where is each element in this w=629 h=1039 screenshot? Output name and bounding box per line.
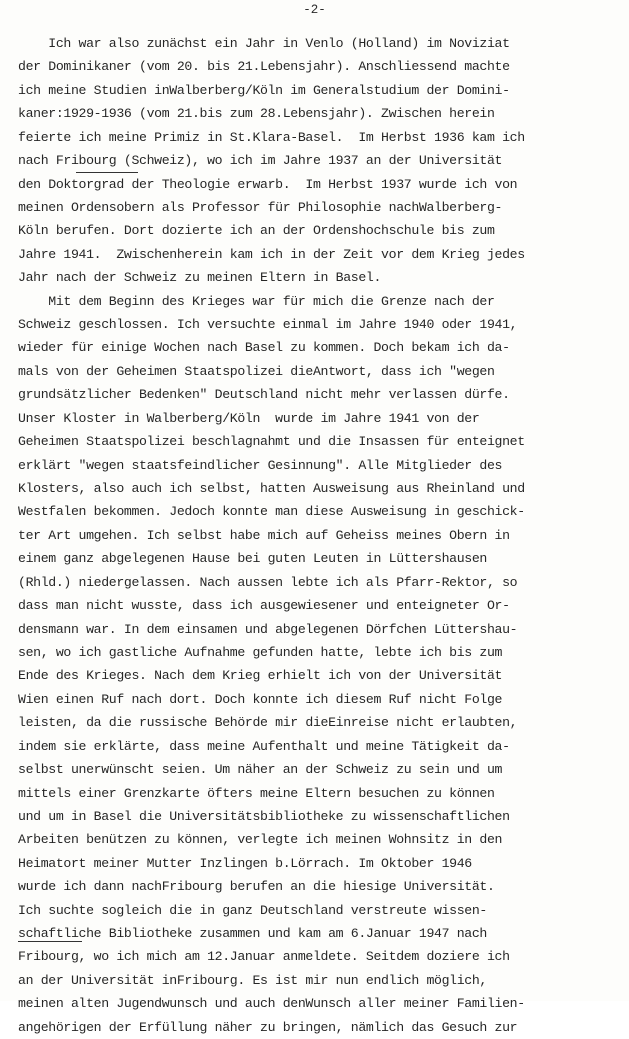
text-line: ich meine Studien inWalberberg/Köln im Generalstudium der Domini- — [18, 82, 510, 98]
text-line: den Doktorgrad der Theologie erwarb. Im Herbst 1937 wurde ich von — [18, 176, 518, 192]
text-line: Klosters, also auch ich selbst, hatten Ausweisung aus Rheinland und — [18, 481, 525, 497]
text-line: Schweiz geschlossen. Ich versuchte einmal im Jahre 1940 oder 1941, — [18, 317, 518, 333]
text-line: Wien einen Ruf nach dort. Doch konnte ich diesem Ruf nicht Folge — [18, 691, 503, 707]
text-line: Geheimen Staatspolizei beschlagnahmt und die Insassen für enteignet — [18, 434, 525, 450]
body-text — [18, 32, 618, 1039]
text-line: der Dominikaner (vom 20. bis 21.Lebensjahr). Anschliessend machte — [18, 59, 510, 75]
text-line: angehörigen der Erfüllung näher zu bringen, nämlich das Gesuch zur — [18, 1019, 518, 1035]
text-line: Ich war also zunächst ein Jahr in Venlo (Holland) im Noviziat — [18, 36, 510, 51]
text-line: mals von der Geheimen Staatspolizei dieAntwort, dass ich "wegen — [18, 363, 495, 379]
text-line: densmann war. In dem einsamen und abgelegenen Dörfchen Lüttershau- — [18, 621, 518, 637]
text-line: einem ganz abgelegenen Hause bei guten Leuten in Lüttershausen — [18, 551, 487, 567]
text-line: schaftliche Bibliotheke zusammen und kam am 6.Januar 1947 nach — [18, 926, 487, 942]
text-line: Fribourg, wo ich mich am 12.Januar anmeldete. Seitdem doziere ich — [18, 949, 510, 965]
text-line: leisten, da die russische Behörde mir dieEinreise nicht erlaubten, — [18, 715, 518, 731]
text-line: (Rhld.) niedergelassen. Nach aussen lebte ich als Pfarr-Rektor, so — [18, 574, 518, 590]
text-line: wurde ich dann nachFribourg berufen an die hiesige Universität. — [18, 879, 495, 895]
text-line: Westfalen bekommen. Jedoch konnte man diese Ausweisung in geschick- — [18, 504, 525, 520]
text-line: selbst unerwünscht seien. Um näher an der Schweiz zu sein und um — [18, 762, 503, 778]
text-line: indem sie erklärte, dass meine Aufenthalt und meine Tätigkeit da- — [18, 738, 510, 754]
text-line: an der Universität inFribourg. Es ist mir nun endlich möglich, — [18, 972, 487, 988]
text-line: wieder für einige Wochen nach Basel zu kommen. Doch bekam ich da- — [18, 340, 510, 356]
text-line: kaner:1929-1936 (vom 21.bis zum 28.Lebensjahr). Zwischen herein — [18, 106, 495, 122]
text-line: Arbeiten benützen zu können, verlegte ich meinen Wohnsitz in den — [18, 832, 503, 848]
text-line: und um in Basel die Universitätsbibliotheke zu wissenschaftlichen — [18, 808, 510, 824]
text-line: Heimatort meiner Mutter Inzlingen b.Lörrach. Im Oktober 1946 — [18, 855, 472, 871]
text-line: mittels einer Grenzkarte öfters meine Eltern besuchen zu können — [18, 785, 495, 801]
text-line: Jahre 1941. Zwischenherein kam ich in der Zeit vor dem Krieg jedes — [18, 246, 525, 262]
page-number: -2- — [303, 3, 326, 17]
text-line: erklärt "wegen staatsfeindlicher Gesinnung". Alle Mitglieder des — [18, 457, 503, 473]
text-line: nach Fribourg (Schweiz), wo ich im Jahre 1937 an der Universität — [18, 153, 503, 169]
text-line: meinen Ordensobern als Professor für Philosophie nachWalberberg- — [18, 199, 503, 215]
text-line: Ende des Krieges. Nach dem Krieg erhielt ich von der Universität — [18, 668, 503, 684]
fribourg-underline — [76, 172, 138, 173]
text-line: Jahr nach der Schweiz zu meinen Eltern in Basel. — [18, 270, 382, 286]
text-line: Mit dem Beginn des Krieges war für mich die Grenze nach der — [18, 293, 495, 309]
text-line: sen, wo ich gastliche Aufnahme gefunden hatte, lebte ich bis zum — [18, 644, 503, 660]
fribourg-underline-second — [18, 941, 82, 942]
text-line: Unser Kloster in Walberberg/Köln wurde im Jahre 1941 von der — [18, 410, 480, 426]
text-line: grundsätzlicher Bedenken" Deutschland nicht mehr verlassen dürfe. — [18, 387, 510, 403]
text-line: ter Art umgehen. Ich selbst habe mich auf Geheiss meines Obern in — [18, 527, 510, 543]
text-line: feierte ich meine Primiz in St.Klara-Basel. Im Herbst 1936 kam ich — [18, 129, 525, 145]
text-line: dass man nicht wusste, dass ich ausgewiesener und enteigneter Or- — [18, 598, 510, 614]
text-line: Köln berufen. Dort dozierte ich an der Ordenshochschule bis zum — [18, 223, 495, 239]
text-line: Ich suchte sogleich die in ganz Deutschland verstreute wissen- — [18, 902, 487, 918]
text-line: meinen alten Jugendwunsch und auch denWunsch aller meiner Familien- — [18, 996, 525, 1012]
